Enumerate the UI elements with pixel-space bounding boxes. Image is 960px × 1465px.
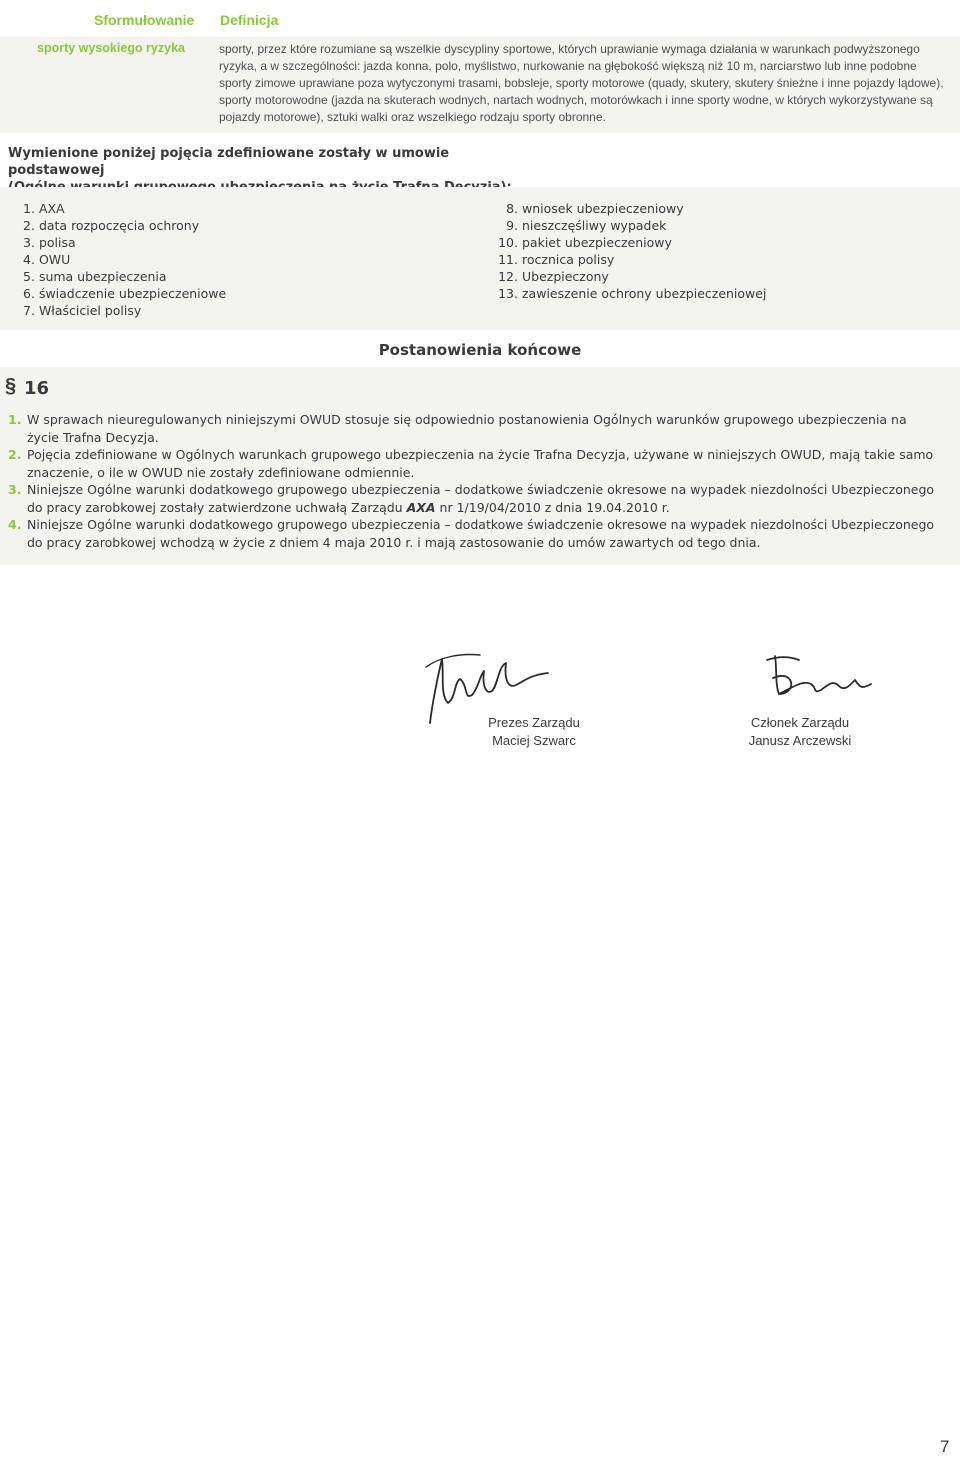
provisions-list: [8, 411, 938, 551]
signature-block-president: [464, 714, 604, 750]
list-item: 10. pakiet ubezpieczeniowy: [498, 235, 672, 250]
signer-name: Maciej Szwarc: [492, 733, 576, 748]
signature-block-board-member: [730, 714, 870, 750]
paragraph-mark: §: [5, 375, 17, 397]
provision-item: 2. Pojęcia zdefiniowane w Ogólnych warunkach grupowego ubezpieczenia na życie Trafna Decyzja, używane w niniejszych OWUD, mają takie samo znaczenie, o ile w OWUD nie zostały zdefiniowane odmiennie.: [8, 447, 934, 480]
signature-board-member: [755, 650, 875, 700]
signer-role: Prezes Zarządu: [488, 715, 580, 730]
provision-item: 1. W sprawach nieuregulowanych niniejszymi OWUD stosuje się odpowiednio postanowienia Ogólnych warunków grupowego ubezpieczenia na życie Trafna Decyzja.: [8, 412, 907, 445]
axa-emphasis: AXA: [406, 499, 436, 515]
paragraph-number: 16: [24, 378, 50, 399]
provision-item: 3. Niniejsze Ogólne warunki dodatkowego grupowego ubezpieczenia – dodatkowe świadczenie okresowe na wypadek niezdolności Ubezpieczonego do pracy zarobkowej zostały zatwierdzone uchwałą Zarządu AXA nr 1/19/04/2010 z dnia 19.04.2010 r.: [8, 482, 935, 515]
column-header-definition: Definicja: [220, 12, 279, 28]
list-item: 11. rocznica polisy: [498, 252, 615, 267]
terms-intro-line1: Wymienione poniżej pojęcia zdefiniowane zostały w umowie podstawowej: [8, 146, 450, 178]
list-item: 5. suma ubezpieczenia: [23, 269, 167, 284]
page-number: 7: [940, 1437, 950, 1456]
list-item: 12. Ubezpieczony: [498, 269, 609, 284]
list-item: 3. polisa: [23, 235, 76, 250]
terms-list-right: [496, 200, 766, 302]
signature-president: [420, 645, 555, 725]
provision-item: 4. Niniejsze Ogólne warunki dodatkowego grupowego ubezpieczenia – dodatkowe świadczenie okresowe na wypadek niezdolności Ubezpieczonego do pracy zarobkowej wchodzą w życie z dniem 4 maja 2010 r. i mają zastosowanie do umów zawartych od tego dnia.: [8, 517, 935, 550]
list-item: 13. zawieszenie ochrony ubezpieczeniowej: [498, 286, 767, 301]
list-item: 4. OWU: [23, 252, 71, 267]
list-item: 1. AXA: [23, 201, 65, 216]
list-item: 6. świadczenie ubezpieczeniowe: [23, 286, 227, 301]
section-title: Postanowienia końcowe: [378, 341, 582, 359]
signer-role: Członek Zarządu: [750, 715, 850, 730]
signer-name: Janusz Arczewski: [748, 733, 852, 748]
list-item: 2. data rozpoczęcia ochrony: [23, 218, 200, 233]
column-header-term: Sformułowanie: [94, 12, 195, 28]
list-item: 7. Właściciel polisy: [23, 303, 142, 318]
list-item: 8. wniosek ubezpieczeniowy: [506, 201, 684, 216]
definition-term: sporty wysokiego ryzyka: [37, 41, 185, 55]
terms-list-left: [23, 200, 226, 319]
definition-text: sporty, przez które rozumiane są wszelkie dyscypliny sportowe, których uprawianie wymaga działania w warunkach podwyższonego ryzyka, a w szczególności: jazda konna, polo, myślistwo, nurkowanie na głębokość większą niż 10 m, narciarstwo lub inne podobne sporty zimowe uprawiane poza wytyczonymi trasami, bobsleje, sporty motorowe (quady, skutery, skutery śnieżne i inne pojazdy lądowe), sporty motorowodne (jazda na skuterach wodnych, nartach wodnych, motorówkach i inne sporty wodne, w których wykorzystywane są pojazdy motorowe), sztuki walki oraz wszelkiego rodzaju sporty obronne.: [219, 42, 944, 124]
list-item: 9. nieszczęśliwy wypadek: [506, 218, 667, 233]
